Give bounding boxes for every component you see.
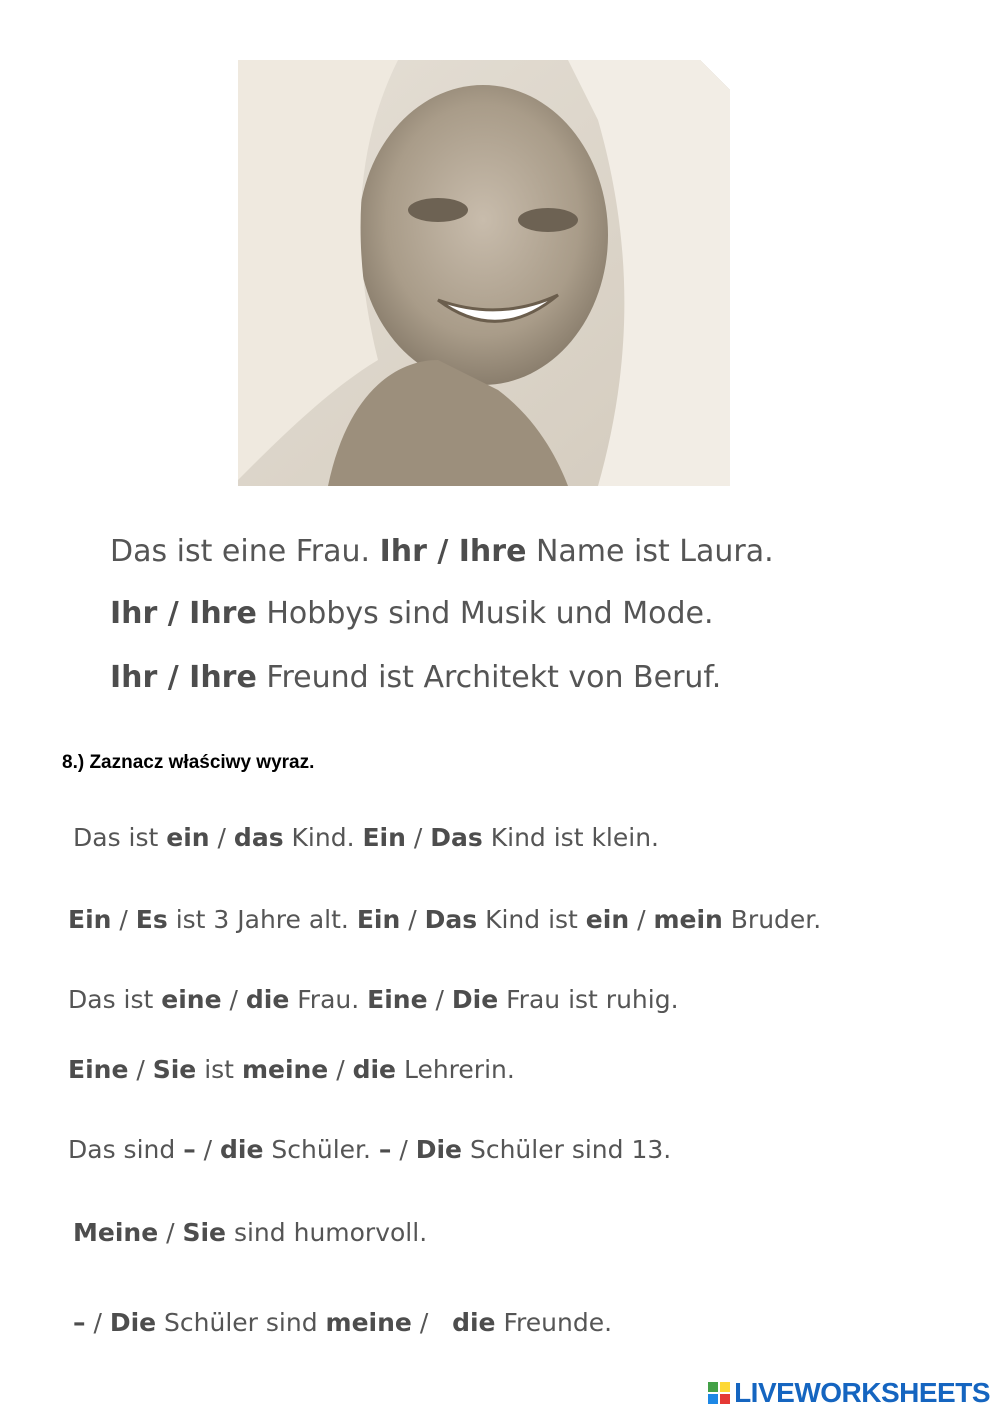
- choice-option[interactable]: Die: [109, 1308, 157, 1337]
- text-segment: ist 3 Jahre alt.: [167, 905, 357, 934]
- text-segment: Frau.: [289, 985, 368, 1014]
- text-segment: /: [391, 1135, 416, 1164]
- choice-option[interactable]: Ein: [356, 905, 401, 934]
- exercise-line-2: [68, 905, 821, 934]
- choice-option[interactable]: Meine: [73, 1218, 159, 1247]
- photo-woman: [238, 60, 730, 486]
- text-segment: Das sind: [68, 1135, 184, 1164]
- choice-option[interactable]: Sie: [152, 1055, 197, 1084]
- intro-line-1: [110, 534, 774, 569]
- choice-option[interactable]: das: [233, 823, 284, 852]
- choice-option[interactable]: Das: [430, 823, 483, 852]
- text-segment: Schüler sind: [156, 1308, 326, 1337]
- text-segment: /: [209, 823, 234, 852]
- choice-option[interactable]: –: [378, 1135, 392, 1164]
- exercise-line-7: [73, 1308, 612, 1337]
- choice-option[interactable]: Eine: [68, 1055, 129, 1084]
- choice-option[interactable]: ein: [585, 905, 630, 934]
- choice-option[interactable]: Das: [424, 905, 478, 934]
- choice-option[interactable]: –: [183, 1135, 196, 1164]
- text-segment: Das ist: [68, 985, 162, 1014]
- choice-option[interactable]: eine: [161, 985, 222, 1014]
- text-segment: /: [427, 985, 452, 1014]
- exercise-heading: 8.) Zaznacz właściwy wyraz.: [62, 752, 315, 773]
- text-segment: Kind ist klein.: [482, 823, 659, 852]
- text-segment: /: [158, 1218, 183, 1247]
- text-segment: /: [411, 1308, 453, 1337]
- liveworksheets-logo-icon: [708, 1382, 730, 1404]
- text-segment: Das ist: [73, 823, 167, 852]
- choice-option[interactable]: Ein: [68, 905, 112, 934]
- choice-option[interactable]: Die: [415, 1135, 463, 1164]
- choice-ihr-ihre[interactable]: Ihr / Ihre: [379, 534, 527, 569]
- choice-option[interactable]: Ein: [362, 823, 406, 852]
- choice-option[interactable]: –: [73, 1308, 86, 1337]
- intro-line-2: [110, 596, 714, 631]
- choice-option[interactable]: Sie: [182, 1218, 227, 1247]
- text-segment: sind humorvoll.: [226, 1218, 428, 1247]
- text-segment: Frau ist ruhig.: [498, 985, 679, 1014]
- choice-ihr-ihre[interactable]: Ihr / Ihre: [110, 660, 257, 695]
- text-segment: Freund ist Architekt von Beruf.: [256, 660, 722, 695]
- choice-option[interactable]: Es: [135, 905, 168, 934]
- text-segment: ist: [196, 1055, 242, 1084]
- text-segment: Kind.: [283, 823, 363, 852]
- text-segment: Lehrerin.: [396, 1055, 515, 1084]
- choice-option[interactable]: Eine: [367, 985, 428, 1014]
- exercise-line-4: [68, 1055, 515, 1084]
- text-segment: /: [195, 1135, 221, 1164]
- choice-option[interactable]: die: [352, 1055, 397, 1084]
- exercise-line-3: [68, 985, 679, 1014]
- text-segment: /: [111, 905, 136, 934]
- text-segment: /: [85, 1308, 110, 1337]
- text-segment: Bruder.: [722, 905, 822, 934]
- logo-text: LIVEWORKSHEETS: [734, 1377, 990, 1408]
- text-segment: Schüler sind 13.: [462, 1135, 672, 1164]
- choice-option[interactable]: Die: [451, 985, 499, 1014]
- intro-line-3: [110, 660, 721, 695]
- exercise-line-1: [73, 823, 659, 852]
- choice-option[interactable]: die: [452, 1308, 496, 1337]
- choice-option[interactable]: mein: [653, 905, 723, 934]
- exercise-line-5: [68, 1135, 671, 1164]
- choice-option[interactable]: die: [245, 985, 290, 1014]
- text-segment: /: [221, 985, 246, 1014]
- text-segment: /: [400, 905, 425, 934]
- text-segment: Kind ist: [477, 905, 586, 934]
- choice-option[interactable]: meine: [241, 1055, 329, 1084]
- text-segment: Freunde.: [495, 1308, 613, 1337]
- text-segment: /: [128, 1055, 153, 1084]
- text-segment: /: [405, 823, 431, 852]
- text-segment: /: [629, 905, 654, 934]
- text-segment: Hobbys sind Musik und Mode.: [256, 596, 714, 631]
- liveworksheets-logo[interactable]: [708, 1378, 990, 1408]
- choice-option[interactable]: die: [220, 1135, 264, 1164]
- text-segment: Schüler.: [263, 1135, 379, 1164]
- text-segment: Name ist Laura.: [526, 534, 774, 569]
- text-segment: /: [328, 1055, 353, 1084]
- text-segment: Das ist eine Frau.: [110, 534, 380, 569]
- choice-option[interactable]: ein: [166, 823, 210, 852]
- choice-option[interactable]: meine: [325, 1308, 412, 1337]
- choice-ihr-ihre[interactable]: Ihr / Ihre: [110, 596, 257, 631]
- exercise-line-6: [73, 1218, 427, 1247]
